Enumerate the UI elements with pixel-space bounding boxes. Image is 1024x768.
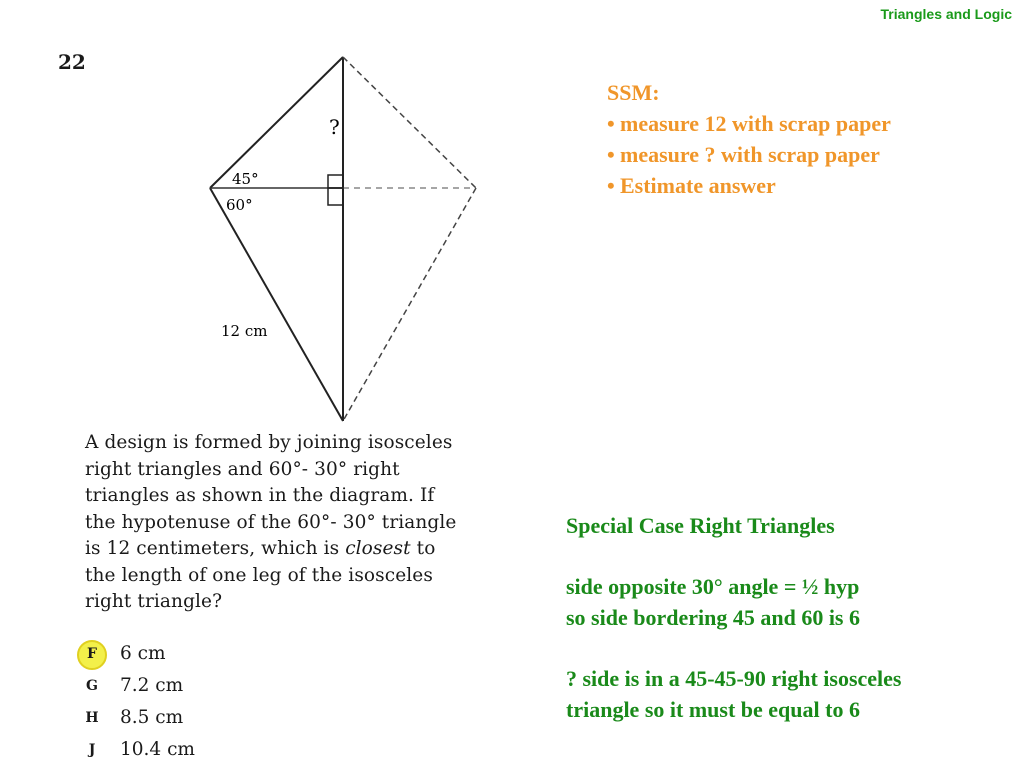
solution-notes (566, 510, 1016, 725)
choice-text: 6 cm (120, 643, 166, 664)
ssm-item (607, 139, 1007, 170)
choice-letter: G (86, 678, 98, 694)
ssm-item-text: measure 12 with scrap paper (620, 111, 891, 136)
problem-line: triangles as shown in the diagram. If (85, 485, 435, 506)
right-angle-marker-top (328, 175, 343, 188)
lower-right-dashed-edge (343, 188, 476, 421)
choice-letter: H (85, 710, 99, 726)
choice-f[interactable] (78, 640, 278, 672)
page-header-title: Triangles and Logic (880, 6, 1012, 22)
ssm-item (607, 170, 1007, 201)
choice-j[interactable] (78, 736, 278, 768)
choice-text: 10.4 cm (120, 739, 195, 760)
problem-line-start: is 12 centimeters, which is (85, 538, 346, 559)
angle-45-label: 45° (232, 170, 259, 188)
bullet-icon: • (607, 111, 615, 136)
notes-line: triangle so it must be equal to 6 (566, 697, 860, 722)
upper-left-edge (210, 57, 343, 188)
kite-diagram (0, 0, 560, 430)
choice-letter: F (87, 646, 97, 662)
ssm-heading: SSM: (607, 80, 660, 105)
choice-letter: J (88, 742, 96, 758)
ssm-item-text: Estimate answer (620, 173, 776, 198)
question-number: 22 (58, 50, 86, 74)
notes-line: ? side is in a 45-45-90 right isosceles (566, 666, 902, 691)
problem-line: right triangle? (85, 591, 223, 612)
notes-line: side opposite 30° angle = ½ hyp (566, 574, 860, 599)
problem-line (85, 536, 555, 563)
ssm-item-text: measure ? with scrap paper (620, 142, 880, 167)
bullet-icon: • (607, 173, 615, 198)
choice-g[interactable] (78, 672, 278, 704)
problem-line: right triangles and 60°- 30° right (85, 458, 400, 480)
choice-text: 7.2 cm (120, 675, 184, 696)
upper-right-dashed-edge (343, 57, 476, 188)
problem-statement (85, 430, 555, 616)
right-angle-marker-bottom (328, 188, 343, 205)
emphasis-closest: closest (345, 538, 411, 559)
hypotenuse-label: 12 cm (221, 322, 268, 340)
answer-choices (78, 640, 278, 768)
angle-60-label: 60° (226, 196, 253, 214)
notes-line: so side bordering 45 and 60 is 6 (566, 605, 860, 630)
choice-text: 8.5 cm (120, 707, 184, 728)
ssm-item (607, 108, 1007, 139)
lower-left-edge (210, 188, 343, 421)
question-mark-label: ? (329, 115, 340, 139)
problem-line-end: to (410, 538, 436, 559)
notes-heading: Special Case Right Triangles (566, 513, 835, 538)
bullet-icon: • (607, 142, 615, 167)
ssm-strategy-notes (607, 77, 1007, 201)
choice-h[interactable] (78, 704, 278, 736)
ssm-list (607, 108, 1007, 201)
problem-line: the hypotenuse of the 60°- 30° triangle (85, 511, 457, 533)
problem-line: the length of one leg of the isosceles (85, 564, 433, 586)
problem-line: A design is formed by joining isosceles (85, 432, 453, 453)
